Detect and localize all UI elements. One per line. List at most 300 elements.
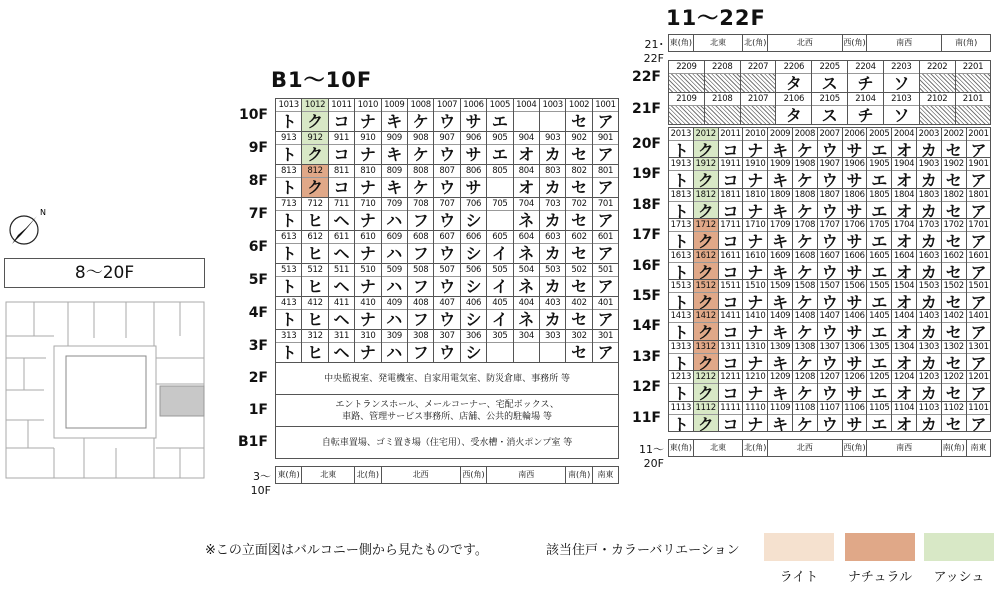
unit-number: 309 bbox=[382, 330, 407, 343]
direction-cell: 北西 bbox=[767, 439, 842, 457]
unit-number: 1504 bbox=[893, 281, 915, 291]
unit-cell bbox=[668, 92, 705, 125]
unit-cell bbox=[433, 296, 460, 330]
unit-number: 703 bbox=[540, 198, 565, 211]
unit-cell bbox=[842, 340, 868, 371]
unit-number: 2008 bbox=[794, 129, 816, 139]
unit-number: 1212 bbox=[695, 372, 716, 383]
floor-label: 2F bbox=[248, 370, 268, 386]
floor-label: 14F bbox=[631, 318, 661, 335]
unit-type: キ bbox=[772, 384, 789, 402]
unit-type: セ bbox=[571, 277, 588, 296]
unit-cell bbox=[381, 197, 408, 231]
unit-type: ト bbox=[672, 293, 689, 311]
unit-cell bbox=[275, 230, 302, 264]
unit-number: 1512 bbox=[695, 281, 716, 291]
unit-type: ク bbox=[307, 178, 324, 197]
unit-type: キ bbox=[772, 232, 789, 250]
unit-cell bbox=[916, 127, 942, 158]
unit-number: 1604 bbox=[893, 250, 915, 261]
unit-cell bbox=[941, 279, 967, 310]
unit-number: 1804 bbox=[893, 189, 915, 200]
unit-number: 2202 bbox=[920, 61, 955, 74]
unit-type: カ bbox=[920, 201, 937, 220]
unit-number: 1709 bbox=[769, 220, 791, 231]
unit-cell bbox=[842, 218, 868, 249]
unit-type: エ bbox=[871, 414, 888, 432]
unit-number: 2201 bbox=[956, 61, 991, 74]
unit-cell bbox=[354, 230, 381, 264]
unit-number: 1412 bbox=[695, 311, 716, 322]
unit-number: 1701 bbox=[968, 220, 989, 231]
unit-cell bbox=[592, 230, 619, 264]
unit-cell bbox=[767, 401, 793, 432]
unit-number: 412 bbox=[302, 297, 327, 310]
unit-number: 1305 bbox=[869, 341, 890, 352]
unit-cell bbox=[718, 309, 744, 340]
unit-number: 1808 bbox=[794, 189, 816, 200]
unit-cell bbox=[381, 230, 408, 264]
unit-cell bbox=[916, 370, 942, 401]
unit-number: 1811 bbox=[720, 189, 741, 200]
unit-cell bbox=[767, 340, 793, 371]
unit-number: 1511 bbox=[720, 281, 741, 291]
unit-number: 611 bbox=[329, 231, 354, 244]
unit-number: 401 bbox=[593, 297, 618, 310]
unit-number: 908 bbox=[408, 132, 433, 145]
unit-type: コ bbox=[722, 353, 739, 372]
unit-number: 1108 bbox=[794, 402, 816, 413]
unit-number: 1008 bbox=[408, 99, 433, 112]
floor-label: 16F bbox=[631, 257, 661, 274]
unit-number: 1311 bbox=[720, 341, 741, 352]
unit-type: ア bbox=[970, 353, 987, 372]
unit-number: 1813 bbox=[670, 189, 692, 200]
unit-type: ナ bbox=[359, 211, 376, 230]
unit-type: ヘ bbox=[333, 211, 350, 230]
unit-type: オ bbox=[896, 141, 913, 159]
unit-cell bbox=[513, 131, 540, 165]
floor-label: 8F bbox=[248, 173, 268, 189]
direction-cell: 北東 bbox=[693, 34, 744, 52]
unit-number: 2207 bbox=[741, 61, 776, 74]
unit-number: 1213 bbox=[670, 372, 692, 383]
unit-cell bbox=[407, 329, 434, 363]
unit-cell bbox=[817, 370, 843, 401]
unit-type: ト bbox=[280, 112, 297, 131]
unit-number: 1910 bbox=[745, 159, 766, 170]
unit-type: コ bbox=[722, 232, 739, 250]
unit-cell bbox=[354, 131, 381, 165]
unit-cell bbox=[275, 131, 302, 165]
unit-cell bbox=[817, 279, 843, 310]
unit-cell bbox=[381, 296, 408, 330]
unit-number: 1611 bbox=[720, 250, 741, 261]
unit-cell bbox=[486, 164, 513, 198]
legend-title: 該当住戸・カラーバリエーション bbox=[546, 543, 740, 558]
unit-number: 511 bbox=[329, 264, 354, 277]
unit-number: 711 bbox=[329, 198, 354, 211]
unit-cell bbox=[328, 263, 355, 297]
unit-type: ク bbox=[697, 232, 714, 250]
unit-number: 1802 bbox=[943, 189, 964, 200]
unit-number: 1807 bbox=[819, 189, 840, 200]
unit-type: ソ bbox=[893, 106, 910, 125]
unit-number: 603 bbox=[540, 231, 565, 244]
unit-type: オ bbox=[518, 178, 535, 197]
direction-cell: 南東 bbox=[592, 466, 619, 484]
unit-number: 308 bbox=[408, 330, 433, 343]
floor-label: 13F bbox=[631, 348, 661, 365]
unit-type: エ bbox=[871, 232, 888, 250]
floor-label: 7F bbox=[248, 206, 268, 222]
direction-cell: 北西 bbox=[381, 466, 461, 484]
unit-type: フ bbox=[412, 211, 429, 230]
unit-number: 1201 bbox=[968, 372, 989, 383]
unit-number: 512 bbox=[302, 264, 327, 277]
unit-cell bbox=[486, 98, 513, 132]
unit-cell bbox=[381, 98, 408, 132]
unit-cell bbox=[916, 188, 942, 219]
unit-type: カ bbox=[920, 293, 937, 311]
unit-number: 701 bbox=[593, 198, 618, 211]
unit-type: コ bbox=[722, 323, 739, 341]
unit-cell bbox=[792, 309, 818, 340]
unit-type: ナ bbox=[747, 293, 764, 311]
unit-cell bbox=[486, 230, 513, 264]
unit-cell bbox=[792, 249, 818, 280]
unit-cell bbox=[817, 157, 843, 188]
unit-number: 1113 bbox=[670, 402, 692, 413]
unit-number: 710 bbox=[355, 198, 380, 211]
floor-label: 10F bbox=[238, 107, 268, 123]
unit-number: 2101 bbox=[956, 93, 991, 106]
unit-number: 402 bbox=[566, 297, 591, 310]
unit-cell bbox=[668, 127, 694, 158]
unit-cell bbox=[486, 131, 513, 165]
unit-cell bbox=[718, 188, 744, 219]
unit-number: 2104 bbox=[848, 93, 883, 106]
unit-cell bbox=[742, 218, 768, 249]
legend-label-ash: アッシュ bbox=[933, 570, 985, 585]
unit-type: カ bbox=[920, 171, 937, 189]
note-text: ※この立面図はバルコニー側から見たものです。 bbox=[205, 543, 488, 558]
unit-type: キ bbox=[772, 353, 789, 372]
direction-cell: 東(角) bbox=[668, 34, 694, 52]
unit-number: 507 bbox=[434, 264, 459, 277]
floor-label: 3F bbox=[248, 338, 268, 354]
unit-number: 803 bbox=[540, 165, 565, 178]
unit-number: 1510 bbox=[745, 281, 766, 291]
floor-label: 5F bbox=[248, 272, 268, 288]
direction-row-label: 3〜10F bbox=[250, 470, 271, 497]
unit-number: 811 bbox=[329, 165, 354, 178]
unit-cell bbox=[767, 309, 793, 340]
unit-type: ハ bbox=[386, 343, 403, 362]
unit-cell bbox=[407, 98, 434, 132]
unit-cell bbox=[817, 401, 843, 432]
unit-cell bbox=[693, 218, 719, 249]
unit-type: ウ bbox=[439, 343, 456, 362]
unit-cell bbox=[817, 218, 843, 249]
unit-type: エ bbox=[871, 384, 888, 402]
unit-cell bbox=[817, 340, 843, 371]
unit-number: 2003 bbox=[918, 129, 940, 139]
unit-number: 2206 bbox=[776, 61, 811, 74]
unit-cell bbox=[513, 263, 540, 297]
unit-cell bbox=[704, 60, 741, 93]
unit-number: 607 bbox=[434, 231, 459, 244]
unit-type: ト bbox=[280, 310, 297, 329]
unit-type: ヘ bbox=[333, 343, 350, 362]
unit-type: ナ bbox=[747, 262, 764, 280]
unit-number: 609 bbox=[382, 231, 407, 244]
unit-number: 510 bbox=[355, 264, 380, 277]
floor-label: 12F bbox=[631, 379, 661, 396]
unit-number: 1102 bbox=[943, 402, 964, 413]
unit-number: 807 bbox=[434, 165, 459, 178]
unit-type: ク bbox=[697, 171, 714, 189]
unit-type: ト bbox=[280, 343, 297, 362]
unit-number: 405 bbox=[487, 297, 512, 310]
unit-number: 602 bbox=[566, 231, 591, 244]
unit-number: 1613 bbox=[670, 250, 692, 261]
direction-cell: 北(角) bbox=[742, 34, 768, 52]
unit-type: ヒ bbox=[307, 343, 324, 362]
unit-number: 2203 bbox=[884, 61, 919, 74]
unit-cell bbox=[668, 401, 694, 432]
unit-cell bbox=[842, 370, 868, 401]
unit-type: エ bbox=[491, 145, 508, 164]
unit-number: 1011 bbox=[329, 99, 354, 112]
unit-type: ト bbox=[672, 171, 689, 189]
unit-type: ナ bbox=[359, 277, 376, 296]
legend-label-light: ライト bbox=[779, 570, 819, 585]
unit-cell bbox=[693, 279, 719, 310]
unit-number: 1601 bbox=[968, 250, 989, 261]
unit-type: オ bbox=[896, 353, 913, 372]
unit-number: 1209 bbox=[769, 372, 791, 383]
unit-cell bbox=[916, 401, 942, 432]
unit-number: 1905 bbox=[869, 159, 890, 170]
unit-cell bbox=[704, 92, 741, 125]
unit-cell bbox=[275, 296, 302, 330]
unit-type: ア bbox=[970, 323, 987, 341]
unit-type: セ bbox=[945, 171, 962, 189]
unit-type: ウ bbox=[439, 277, 456, 296]
svg-text:N: N bbox=[40, 208, 46, 217]
unit-number: 601 bbox=[593, 231, 618, 244]
unit-cell bbox=[966, 340, 992, 371]
unit-cell bbox=[354, 197, 381, 231]
unit-cell bbox=[328, 230, 355, 264]
unit-number: 504 bbox=[514, 264, 539, 277]
unit-cell bbox=[842, 127, 868, 158]
unit-type: コ bbox=[333, 178, 350, 197]
unit-number: 1806 bbox=[844, 189, 865, 200]
unit-type: ヒ bbox=[307, 310, 324, 329]
unit-cell bbox=[275, 263, 302, 297]
unit-cell bbox=[433, 164, 460, 198]
unit-cell bbox=[817, 188, 843, 219]
unit-type: ア bbox=[597, 178, 614, 197]
unit-number: 505 bbox=[487, 264, 512, 277]
unit-type: ク bbox=[697, 353, 714, 372]
unit-cell bbox=[955, 60, 992, 93]
unit-cell bbox=[539, 329, 566, 363]
unit-type: サ bbox=[846, 262, 863, 280]
unit-cell bbox=[792, 218, 818, 249]
unit-cell bbox=[891, 188, 917, 219]
unit-number: 1211 bbox=[720, 372, 741, 383]
unit-number: 605 bbox=[487, 231, 512, 244]
unit-cell bbox=[742, 249, 768, 280]
unit-number: 612 bbox=[302, 231, 327, 244]
unit-number: 1713 bbox=[670, 220, 692, 231]
unit-number: 904 bbox=[514, 132, 539, 145]
unit-number: 1411 bbox=[720, 311, 741, 322]
unit-number: 1508 bbox=[794, 281, 816, 291]
11-22f-title: 11〜22F bbox=[666, 6, 766, 30]
unit-type: ト bbox=[672, 353, 689, 372]
unit-type: ト bbox=[672, 232, 689, 250]
unit-type: サ bbox=[846, 201, 863, 220]
unit-cell bbox=[767, 157, 793, 188]
unit-number: 806 bbox=[461, 165, 486, 178]
unit-number: 407 bbox=[434, 297, 459, 310]
unit-cell bbox=[486, 263, 513, 297]
unit-number: 2010 bbox=[745, 129, 766, 139]
unit-type: エ bbox=[871, 171, 888, 189]
unit-number: 409 bbox=[382, 297, 407, 310]
legend-label-natural: ナチュラル bbox=[847, 570, 913, 585]
unit-cell bbox=[565, 263, 592, 297]
unit-cell bbox=[668, 188, 694, 219]
unit-cell bbox=[565, 98, 592, 132]
unit-number: 1313 bbox=[670, 341, 692, 352]
unit-number: 1904 bbox=[893, 159, 915, 170]
unit-type: コ bbox=[722, 141, 739, 159]
unit-number: 2109 bbox=[669, 93, 704, 106]
direction-cell: 西(角) bbox=[460, 466, 487, 484]
unit-number: 2006 bbox=[844, 129, 865, 139]
unit-number: 702 bbox=[566, 198, 591, 211]
unit-type: ア bbox=[970, 232, 987, 250]
unit-type: ア bbox=[597, 145, 614, 164]
unit-number: 1608 bbox=[794, 250, 816, 261]
unit-type: セ bbox=[945, 323, 962, 341]
unit-type: ト bbox=[672, 141, 689, 159]
unit-type: カ bbox=[920, 262, 937, 280]
legend-swatch-light bbox=[764, 533, 834, 561]
unit-number: 1109 bbox=[769, 402, 791, 413]
unit-cell bbox=[565, 296, 592, 330]
unit-cell bbox=[718, 127, 744, 158]
unit-type: ネ bbox=[518, 310, 535, 329]
unit-type: ク bbox=[307, 145, 324, 164]
unit-number: 813 bbox=[276, 165, 301, 178]
unit-type: ケ bbox=[796, 262, 813, 280]
unit-type: ウ bbox=[821, 293, 838, 311]
unit-type: サ bbox=[846, 384, 863, 402]
floor-label: B1F bbox=[238, 434, 268, 450]
unit-type: ア bbox=[970, 414, 987, 432]
unit-type: コ bbox=[722, 171, 739, 189]
unit-type: セ bbox=[945, 293, 962, 311]
unit-cell bbox=[693, 401, 719, 432]
unit-cell bbox=[433, 98, 460, 132]
unit-number: 1901 bbox=[968, 159, 989, 170]
unit-number: 1812 bbox=[695, 189, 716, 200]
unit-number: 1413 bbox=[670, 311, 692, 322]
unit-type: チ bbox=[857, 106, 874, 125]
unit-type: イ bbox=[491, 244, 508, 263]
unit-type: ウ bbox=[439, 145, 456, 164]
unit-number: 313 bbox=[276, 330, 301, 343]
unit-number: 1306 bbox=[844, 341, 865, 352]
unit-type: ソ bbox=[893, 74, 910, 93]
unit-cell bbox=[407, 197, 434, 231]
unit-cell bbox=[539, 230, 566, 264]
unit-number: 501 bbox=[593, 264, 618, 277]
unit-number: 1405 bbox=[869, 311, 890, 322]
unit-cell bbox=[742, 401, 768, 432]
unit-number: 1012 bbox=[302, 99, 327, 112]
unit-cell bbox=[792, 188, 818, 219]
unit-cell bbox=[301, 329, 328, 363]
unit-number: 712 bbox=[302, 198, 327, 211]
unit-cell bbox=[941, 401, 967, 432]
unit-number: 1704 bbox=[893, 220, 915, 231]
compass-icon bbox=[4, 205, 50, 251]
unit-number: 1005 bbox=[487, 99, 512, 112]
unit-type: キ bbox=[386, 145, 403, 164]
unit-type: ト bbox=[280, 145, 297, 164]
unit-type: カ bbox=[920, 414, 937, 432]
direction-cell: 南(角) bbox=[941, 34, 992, 52]
unit-number: 1304 bbox=[893, 341, 915, 352]
unit-cell bbox=[966, 279, 992, 310]
unit-cell bbox=[539, 164, 566, 198]
unit-cell bbox=[775, 60, 812, 93]
unit-number: 1702 bbox=[943, 220, 964, 231]
unit-number: 2205 bbox=[812, 61, 847, 74]
unit-cell bbox=[842, 279, 868, 310]
unit-cell bbox=[742, 188, 768, 219]
unit-cell bbox=[842, 309, 868, 340]
unit-type: ア bbox=[597, 343, 614, 362]
unit-number: 1710 bbox=[745, 220, 766, 231]
unit-cell bbox=[460, 329, 487, 363]
unit-number: 1208 bbox=[794, 372, 816, 383]
unit-cell bbox=[668, 218, 694, 249]
legend-swatch-natural bbox=[845, 533, 915, 561]
unit-type: カ bbox=[544, 277, 561, 296]
direction-row-label: 11〜20F bbox=[639, 443, 664, 470]
unit-cell bbox=[486, 296, 513, 330]
unit-number: 1101 bbox=[968, 402, 989, 413]
unit-number: 812 bbox=[302, 165, 327, 178]
unit-number: 1711 bbox=[720, 220, 741, 231]
direction-cell: 北(角) bbox=[354, 466, 381, 484]
unit-cell bbox=[565, 164, 592, 198]
unit-type: ト bbox=[672, 384, 689, 402]
unit-number: 910 bbox=[355, 132, 380, 145]
unit-number: 1612 bbox=[695, 250, 716, 261]
unit-type: ハ bbox=[386, 310, 403, 329]
unit-type: オ bbox=[896, 414, 913, 432]
unit-type: サ bbox=[846, 323, 863, 341]
